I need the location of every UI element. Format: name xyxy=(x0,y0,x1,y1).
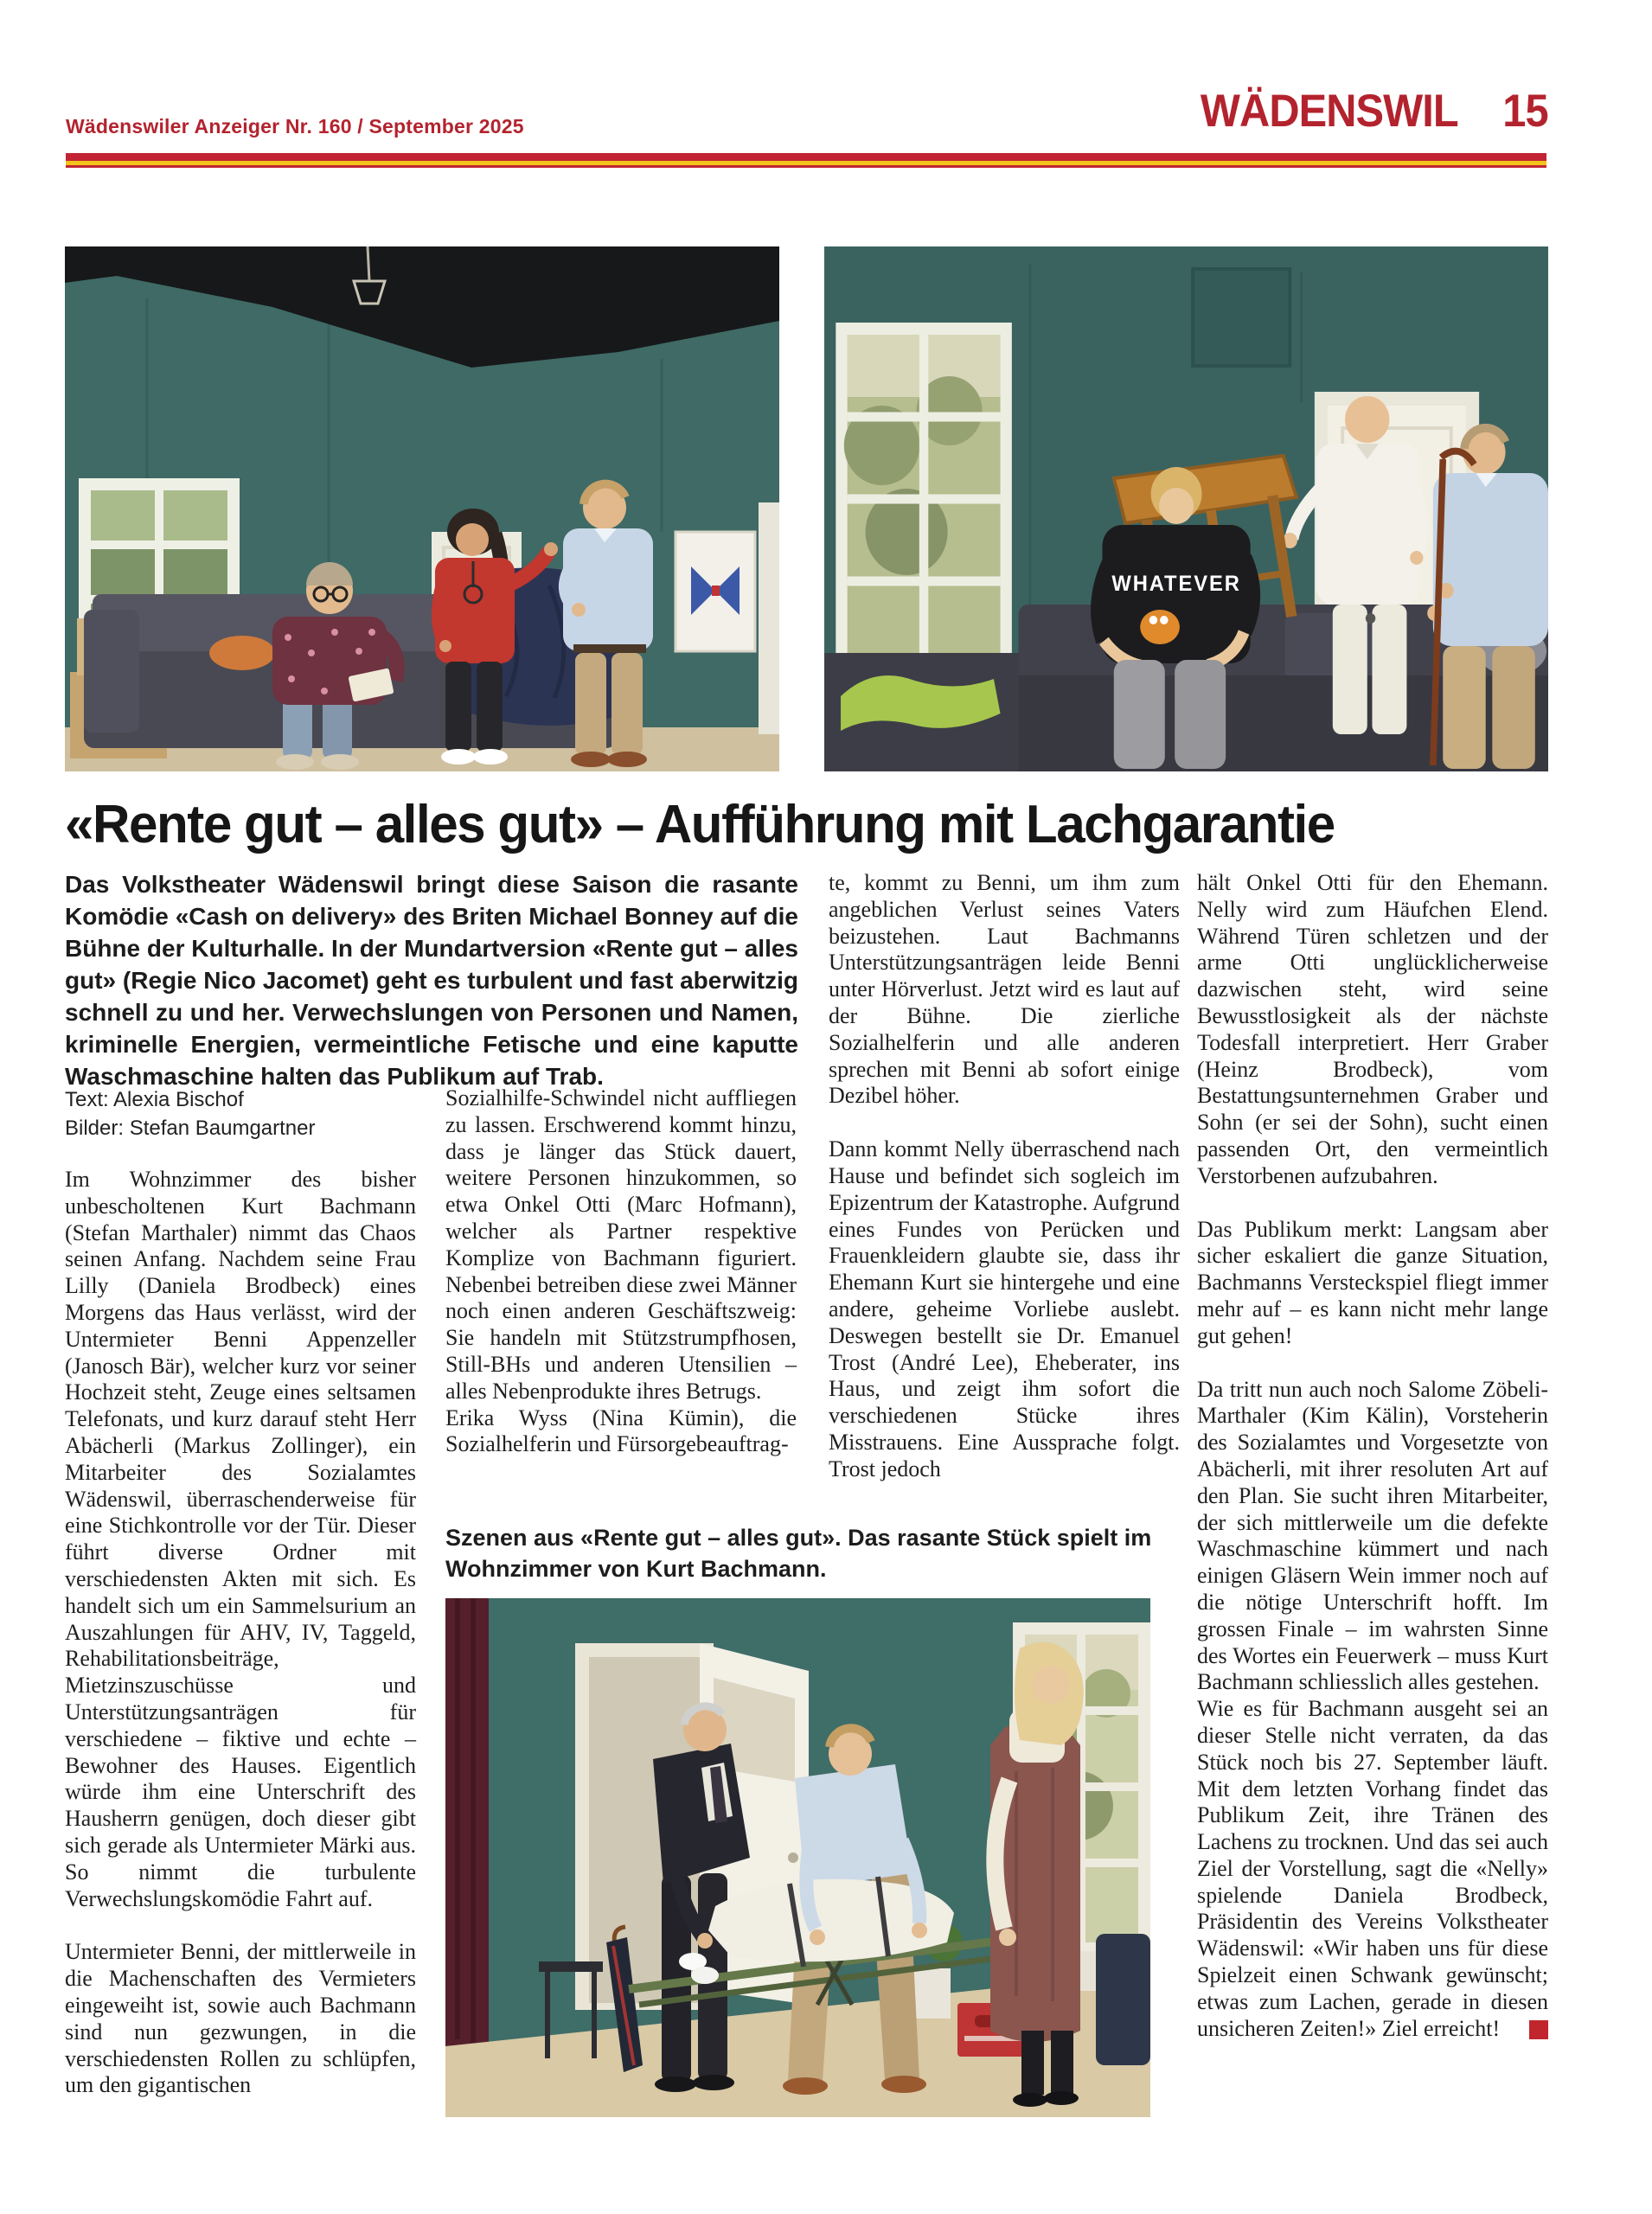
article-paragraph: Da tritt nun auch noch Salome Zöbeli-Marthaler (Kim Kälin), Vorsteherin des Sozialamtes und Vorgesetzte von Abächerli, mit ihrer resoluten Art auf den Plan. Sie sucht ihren Mitarbeiter, der sich mittlerweile um die defekte Waschmaschine kümmert und nach einigen Gläsern Wein immer noch auf die nötige Unterschrift hofft. Im grossen Finale – im wahrsten Sinne des Wortes ein Feuerwerk – muss Kurt Bachmann schliesslich alles gestehen. xyxy=(1197,1376,1548,1695)
picture-frame xyxy=(676,532,755,651)
whatever-shirt-text: WHATEVER xyxy=(1111,572,1241,597)
article-headline: «Rente gut – alles gut» – Aufführung mit Lachgarantie xyxy=(65,795,1335,854)
byline xyxy=(65,1085,316,1142)
article-paragraph: Wie es für Bachmann ausgeht sei an dieser Stelle nicht verraten, da das Stück noch bis 27. September läuft. Mit dem letzten Vorhang findet das Publikum Zeit, ihre Tränen des Lachens zu trocknen. Und das sei auch Ziel der Vorstellung, sagt die «Nelly» spielende Daniela Brodbeck, Präsidentin des Vereins Volkstheater Wädenswil: «Wir haben uns für diese Spielzeit einen Schwank gewünscht; etwas zum Lachen, gerade in diesen unsicheren Zeiten!» Ziel erreicht! xyxy=(1197,1696,1548,2041)
article-paragraph: Das Publikum merkt: Langsam aber sicher eskaliert die ganze Situation, Bachmanns Versteckspiel fliegt immer mehr auf – es kann nicht mehr lange gut gehen! xyxy=(1197,1216,1548,1348)
article-paragraph: hält Onkel Otti für den Ehemann. Nelly wird zum Häufchen Elend. Während Türen schletzen und der arme Otti unglücklicherweise dazwischen steht, wird seine Bewusstlosigkeit als der nächste Todesfall interpretiert. Herr Graber (Heinz Brodbeck), vom Bestattungsunternehmen Graber und Sohn (er sei der Sohn), sucht einen passenden Ort, den vermeintlich Verstorbenen aufzubahren. xyxy=(1197,870,1548,1188)
body-column-4 xyxy=(1197,870,1548,2042)
stage-scene-stretcher xyxy=(445,1598,1150,2117)
stage-scene-sofa xyxy=(824,246,1548,771)
body-column-2 xyxy=(445,1085,797,1458)
article-lead: Das Volkstheater Wädenswil bringt diese Saison die rasante Komödie «Cash on delivery» des Briten Michael Bonney auf die Bühne der Kulturhalle. In der Mundartversion «Rente gut – alles gut» (Regie Nico Jacomet) geht es turbulent und fast aberwitzig schnell zu und her. Verwechslungen von Personen und Namen, kriminelle Energien, vermeintliche Fetische und eine kaputte Waschmaschine halten das Publikum auf Trab. xyxy=(65,871,798,1090)
byline-photographer: Bilder: Stefan Baumgartner xyxy=(65,1117,316,1140)
article-end-mark xyxy=(1529,2020,1548,2039)
page-number: 15 xyxy=(1502,86,1548,137)
byline-author: Text: Alexia Bischof xyxy=(65,1088,244,1111)
photo-caption: Szenen aus «Rente gut – alles gut». Das rasante Stück spielt im Wohnzimmer von Kurt Bachmann. xyxy=(445,1525,1152,1582)
section-title: WÄDENSWIL xyxy=(1201,86,1459,137)
divider-stripe xyxy=(66,153,1546,168)
article-paragraph: te, kommt zu Benni, um ihm zum angeblichen Verlust seines Vaters beizustehen. Laut Bachmanns Unterstützungsanträgen leide Benni unter Hörverlust. Jetzt wird es laut auf der Bühne. Die zierliche Sozialhelferin und alle anderen sprechen mit Benni ab sofort einige Dezibel höher. xyxy=(829,870,1180,1109)
stage-photo-bottom xyxy=(445,1598,1150,2117)
stripe-red-bar xyxy=(66,153,1546,161)
stripe-thin-red-bar xyxy=(66,165,1546,168)
article-paragraph: Sozialhilfe-Schwindel nicht auffliegen zu lassen. Erschwerend kommt hinzu, dass je länger das Stück dauert, weitere Personen hinzukommen, so etwa Onkel Otti (Marc Hofmann), welcher als Partner respektive Komplize von Bachmann figuriert. Nebenbei betreiben diese zwei Männer noch einen anderen Geschäftszweig: Sie handeln mit Stützstrumpfhosen, Still-BHs und anderen Utensilien – alles Nebenprodukte ihres Betrugs. xyxy=(445,1085,797,1404)
edition-info: Wädenswiler Anzeiger Nr. 160 / September 2025 xyxy=(66,115,524,138)
stage-photo-right xyxy=(824,246,1548,771)
article-paragraph: Erika Wyss (Nina Kümin), die Sozialhelferin und Fürsorgebeauftrag- xyxy=(445,1405,797,1457)
article-paragraph: Im Wohnzimmer des bisher unbescholtenen Kurt Bachmann (Stefan Marthaler) nimmt das Chaos seinen Anfang. Nachdem seine Frau Lilly (Daniela Brodbeck) eines Morgens das Haus verlässt, wird der Untermieter Benni Appenzeller (Janosch Bär), welcher kurz vor seiner Hochzeit steht, Zeuge eines seltsamen Telefonats, und kurz darauf steht Herr Abächerli (Markus Zollinger), ein Mitarbeiter des Sozialamtes Wädenswil, überraschenderweise für eine Stichkontrolle vor der Tür. Dieser führt diverse Ordner mit verschiedensten Akten mit sich. Es handelt sich um ein Sammelsurium an Auszahlungen für AHV, IV, Taggeld, Rehabilitationsbeiträge, Mietzinszuschüsse und Unterstützungsanträgen für verschiedene – fiktive und echte – Bewohner des Hauses. Eigentlich würde ihm eine Unterschrift des Hausherrn genügen, doch dieser gibt sich gerade als Untermieter Märki aus. So nimmt die turbulente Verwechslungskomödie Fahrt auf. xyxy=(65,1167,416,1911)
stage-curtain xyxy=(445,1598,489,2048)
body-column-3 xyxy=(829,870,1180,1483)
wall-hatch xyxy=(1193,269,1290,366)
article-paragraph: Dann kommt Nelly überraschend nach Hause und befindet sich sogleich im Epizentrum der Katastrophe. Aufgrund eines Fundes von Perücken und Frauenkleidern glaubte sie, dass ihr Ehemann Kurt sie hintergehe und eine andere, geheime Vorliebe auslebt. Deswegen bestellt sie Dr. Emanuel Trost (André Lee), Eheberater, ins Haus, und zeigt ihm sofort die verschiedenen Stücke ihres Misstrauens. Eine Aussprache folgt. Trost jedoch xyxy=(829,1136,1180,1481)
window xyxy=(836,323,1012,686)
sofa-corner xyxy=(1096,1934,1150,2065)
stage-photo-left xyxy=(65,246,779,771)
body-column-1 xyxy=(65,1167,416,2099)
article-paragraph: Untermieter Benni, der mittlerweile in die Machenschaften des Vermieters eingeweiht ist, sowie auch Bachmann sind nun gezwungen, in die verschiedensten Rollen zu schlüpfen, um den gigantischen xyxy=(65,1939,416,2098)
stage-scene-argument xyxy=(65,246,779,771)
section-header xyxy=(1201,85,1548,138)
